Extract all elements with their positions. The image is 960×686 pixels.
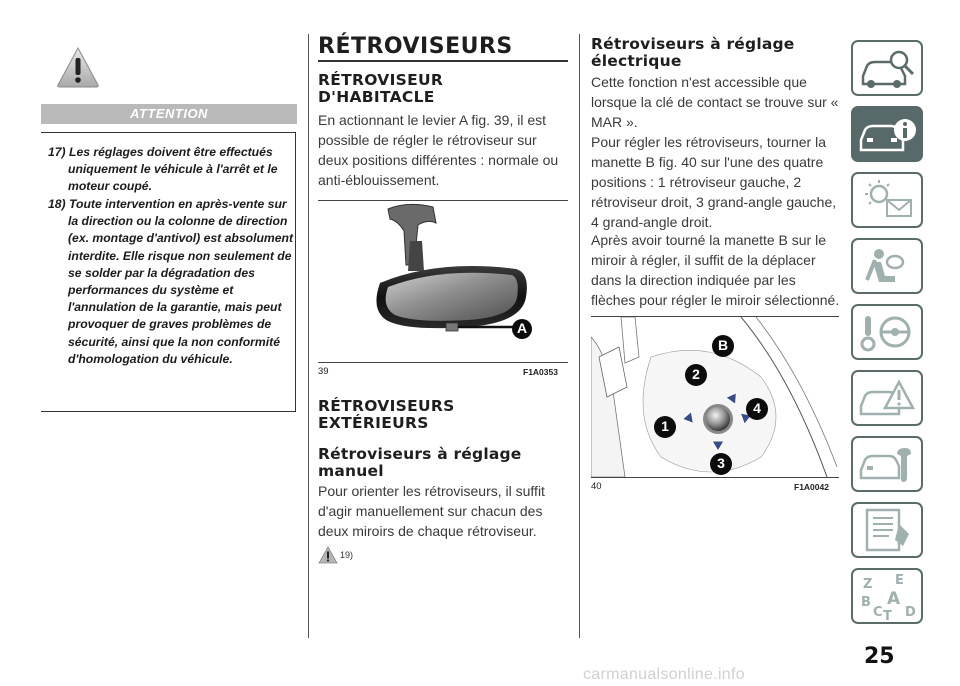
car-info-icon (853, 108, 921, 160)
column-divider (579, 34, 580, 638)
page-number: 25 (864, 644, 895, 669)
figure-label-b: B (718, 337, 729, 353)
figure-number: 40 (591, 481, 602, 492)
figure-label-3: 3 (717, 455, 725, 471)
electric-paragraph-1: Cette fonction n'est accessible que lorsque la clé de contact se trouve sur « MAR ». (591, 74, 839, 130)
electric-paragraph-2: Pour régler les rétroviseurs, tourner la manette B fig. 40 sur l'une des quatre positions : 1 rétroviseur gauche, 2 rétroviseur droit, 3 grand-angle gauche, 4 grand-angle droit. (591, 134, 837, 230)
nav-car-info[interactable] (851, 106, 923, 162)
warning-reference: 19) (340, 550, 354, 560)
figure-label-1: 1 (661, 418, 669, 434)
column-divider (308, 34, 309, 638)
figure-bottom-rule (318, 362, 568, 363)
figure-code: F1A0353 (523, 367, 558, 377)
figure-label-2: 2 (692, 366, 700, 382)
index-letter: B (861, 595, 871, 610)
warning-item-18 (48, 196, 294, 368)
nav-safety[interactable] (851, 238, 923, 294)
warning-item-number: 17) (48, 145, 66, 159)
warning-item-17 (48, 144, 294, 196)
airbag-seat-icon (853, 240, 921, 292)
nav-maintenance[interactable] (851, 436, 923, 492)
figure-number: 39 (318, 366, 329, 377)
title-underline (318, 60, 568, 62)
heading-line: EXTÉRIEURS (318, 414, 429, 432)
index-letter: T (883, 609, 892, 622)
heading-line: RÉTROVISEUR (318, 71, 444, 89)
warning-triangle-icon (56, 46, 100, 88)
car-warning-icon (853, 372, 921, 424)
warning-item-text: Toute intervention en après-vente sur la direction ou la colonne de direction (ex. montage d'antivol) est absolument interdite. Elle risque non seulement de se solder par la dégradation des performances du système et l'annulation de la garantie, mais peut provoquer de graves problèmes de sécurité, ainsi que la non conformité d'homologation du véhicule. (68, 197, 294, 366)
alphabet-index-icon (853, 570, 921, 622)
watermark: carmanualsonline.info (583, 666, 745, 683)
index-letter: Z (863, 577, 873, 592)
nav-driving[interactable] (851, 304, 923, 360)
electric-mirrors-heading (591, 36, 795, 70)
nav-car-search[interactable] (851, 40, 923, 96)
heading-line: D'HABITACLE (318, 88, 435, 106)
figure-label-a: A (517, 320, 528, 336)
index-letter: D (905, 605, 916, 620)
mirror-control-figure (591, 317, 839, 477)
nav-dashboard-lights[interactable] (851, 172, 923, 228)
index-letter: E (895, 573, 904, 588)
interior-mirror-figure (318, 201, 568, 361)
section-title: RÉTROVISEURS (318, 34, 513, 59)
figure-bottom-rule (591, 477, 839, 478)
electric-paragraph-3: Après avoir tourné la manette B sur le miroir à régler, il suffit de la déplacer dans la direction indiquée par les flèches pour régler le miroir sélectionné. (591, 232, 840, 308)
attention-heading: ATTENTION (41, 104, 297, 124)
heading-line: électrique (591, 52, 682, 70)
interior-mirror-text: En actionnant le levier A fig. 39, il est possible de régler le rétroviseur sur deux positions différentes : normale ou anti-éblouissement. (318, 112, 559, 188)
index-letter: C (873, 605, 883, 620)
heading-line: Rétroviseurs à réglage (318, 445, 522, 463)
steering-key-icon (853, 306, 921, 358)
nav-index[interactable] (851, 568, 923, 624)
exterior-mirrors-heading (318, 398, 455, 432)
warning-item-text: Les réglages doivent être effectués uniquement le véhicule à l'arrêt et le moteur coupé. (68, 145, 278, 194)
car-search-icon (853, 42, 921, 94)
figure-label-4: 4 (753, 400, 761, 416)
heading-line: RÉTROVISEURS (318, 397, 455, 415)
warning-item-number: 18) (48, 197, 66, 211)
nav-emergency[interactable] (851, 370, 923, 426)
warning-triangle-icon (318, 546, 338, 564)
specs-list-icon (853, 504, 921, 556)
car-wrench-icon (853, 438, 921, 490)
heading-line: Rétroviseurs à réglage (591, 35, 795, 53)
dashboard-lights-icon (853, 174, 921, 226)
interior-mirror-heading (318, 72, 443, 106)
index-letter: A (887, 589, 901, 609)
manual-mirrors-text: Pour orienter les rétroviseurs, il suffit d'agir manuellement sur chacun des deux miroirs de chaque rétroviseur. (318, 483, 545, 539)
figure-code: F1A0042 (794, 482, 829, 492)
nav-specifications[interactable] (851, 502, 923, 558)
heading-line: manuel (318, 462, 384, 480)
manual-mirrors-heading (318, 446, 522, 480)
